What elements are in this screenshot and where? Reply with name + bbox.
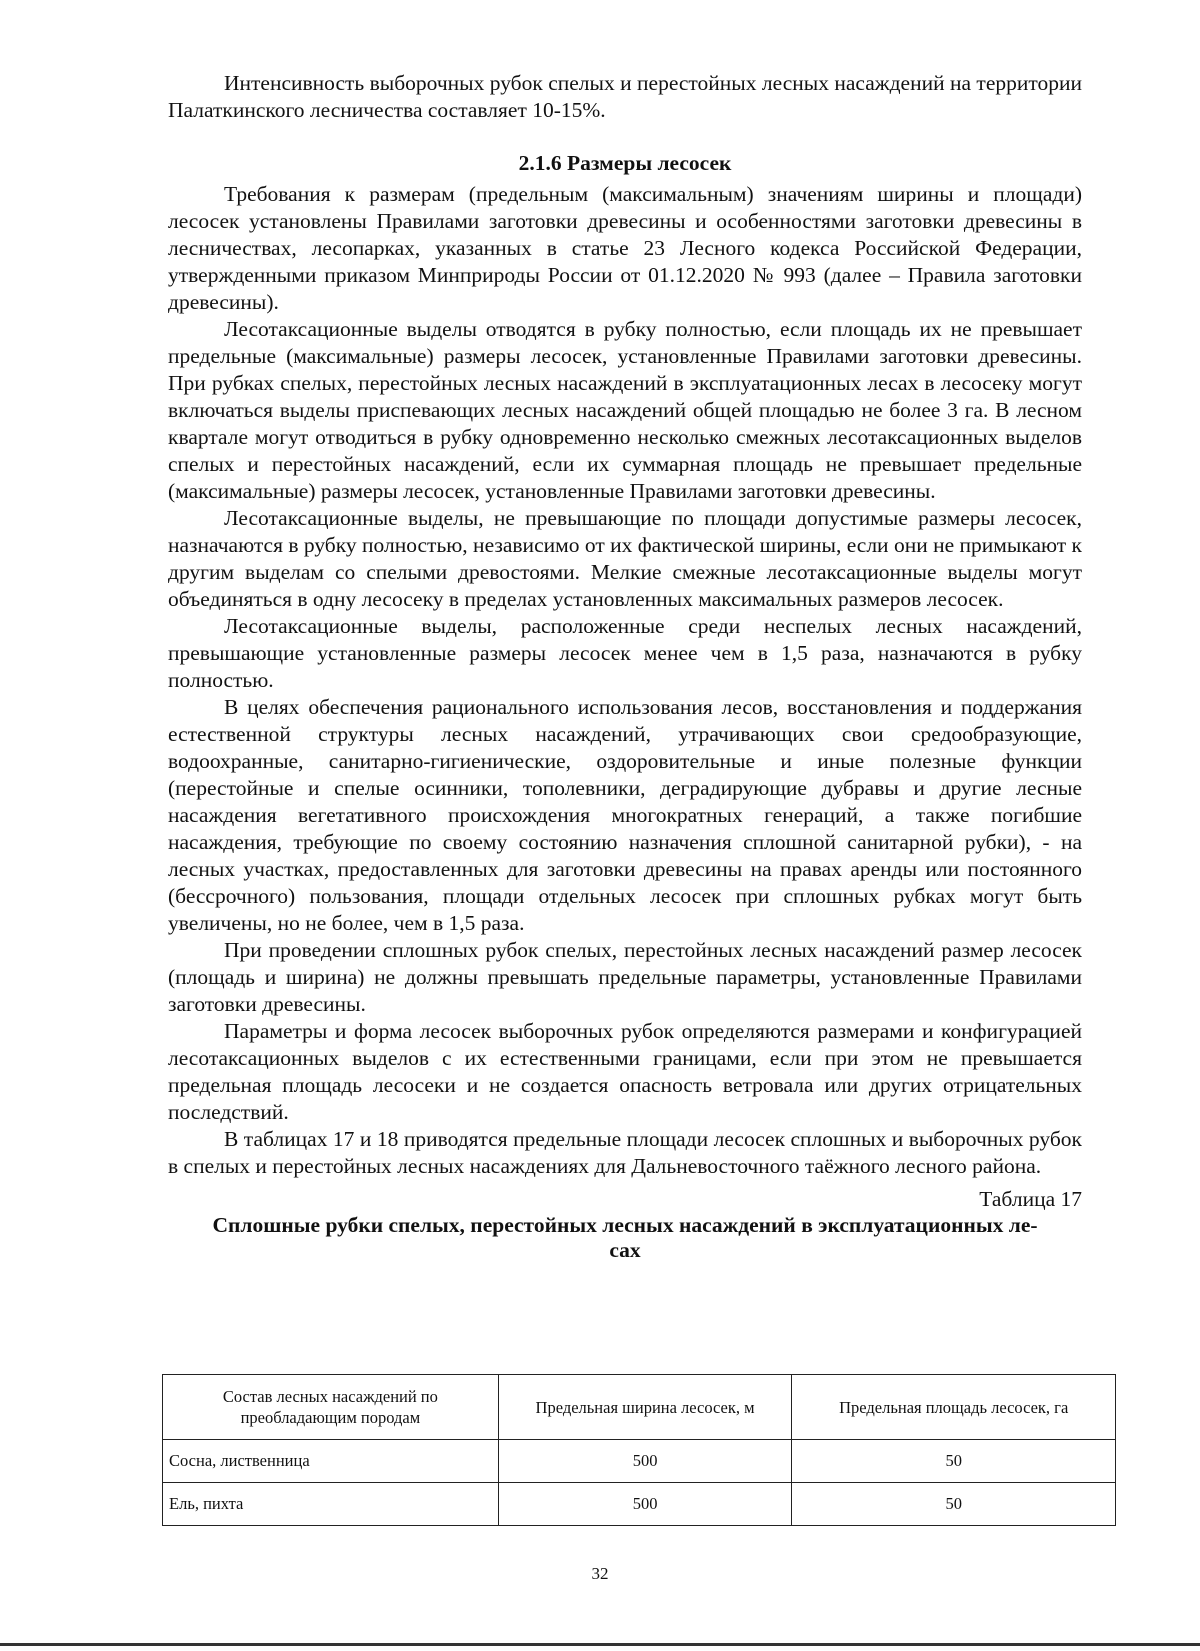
column-header-area: Предельная площадь лесосек, га	[792, 1375, 1116, 1440]
paragraph: Требования к размерам (предельным (максимальным) значениям ширины и площади) лесосек установлены Правилами заготовки древесины и особенностями заготовки древесины в лесничествах, лесопарках, указанных в статье 23 Лесного кодекса Российской Федерации, утвержденными приказом Минприроды России от 01.12.2020 № 993 (далее – Правила заготовки древесины).	[168, 182, 1082, 314]
paragraph: При проведении сплошных рубок спелых, перестойных лесных насаждений размер лесосек (площадь и ширина) не должны превышать предельные параметры, установленные Правилами заготовки древесины.	[168, 938, 1082, 1016]
table-cell-width: 500	[498, 1483, 792, 1526]
table-cell-area: 50	[792, 1483, 1116, 1526]
table-title	[168, 1213, 1082, 1263]
paragraph: Лесотаксационные выделы, не превышающие по площади допустимые размеры лесосек, назначаются в рубку полностью, независимо от их фактической ширины, если они не примыкают к другим выделам со спелыми древостоями. Мелкие смежные лесотаксационные выделы могут объединяться в одну лесосеку в пределах установленных максимальных размеров лесосек.	[168, 506, 1082, 611]
table-cell-species: Ель, пихта	[163, 1483, 499, 1526]
table-cell-area: 50	[792, 1440, 1116, 1483]
paragraph: В таблицах 17 и 18 приводятся предельные площади лесосек сплошных и выборочных рубок в спелых и перестойных лесных насаждениях для Дальневосточного таёжного лесного района.	[168, 1127, 1082, 1178]
section-heading: 2.1.6 Размеры лесосек	[518, 151, 732, 175]
table-cell-species: Сосна, лиственница	[163, 1440, 499, 1483]
table-header-row	[163, 1375, 1116, 1440]
column-header-width: Предельная ширина лесосек, м	[498, 1375, 792, 1440]
table-title-line2: сах	[609, 1238, 641, 1262]
table-title-line1: Сплошные рубки спелых, перестойных лесных насаждений в эксплуатационных ле-	[212, 1213, 1038, 1237]
paragraph: Лесотаксационные выделы отводятся в рубку полностью, если площадь их не превышает предельные (максимальные) размеры лесосек, установленные Правилами заготовки древесины. При рубках спелых, перестойных лесных насаждений в эксплуатационных лесах в лесосеку могут включаться выделы приспевающих лесных насаждений общей площадью не более 3 га. В лесном квартале могут отводиться в рубку одновременно несколько смежных лесотаксационных выделов спелых и перестойных насаждений, если их суммарная площадь не превышает предельные (максимальные) размеры лесосек, установленные Правилами заготовки древесины.	[168, 317, 1082, 503]
page-number: 32	[591, 1564, 609, 1583]
table-row	[163, 1483, 1116, 1526]
column-header-composition: Состав лесных насаждений по преобладающим породам	[163, 1375, 499, 1440]
cutting-limits-table	[162, 1374, 1116, 1526]
paragraph: Параметры и форма лесосек выборочных рубок определяются размерами и конфигурацией лесотаксационных выделов с их естественными границами, если при этом не превышается предельная площадь лесосеки и не создается опасность ветровала или других отрицательных последствий.	[168, 1019, 1082, 1124]
paragraph: В целях обеспечения рационального использования лесов, восстановления и поддержания естественной структуры лесных насаждений, утрачивающих свои средообразующие, водоохранные, санитарно-гигиенические, оздоровительные и иные полезные функции (перестойные и спелые осинники, тополевники, деградирующие дубравы и другие лесные насаждения вегетативного происхождения многократных генераций, а также погибшие насаждения, требующие по своему состоянию назначения сплошной санитарной рубки), - на лесных участках, предоставленных для заготовки древесины на правах аренды или постоянного (бессрочного) пользования, площади отдельных лесосек при сплошных рубках могут быть увеличены, но не более, чем в 1,5 раза.	[168, 695, 1082, 935]
document-body	[168, 70, 1082, 1263]
paragraph: Лесотаксационные выделы, расположенные среди неспелых лесных насаждений, превышающие установленные размеры лесосек менее чем в 1,5 раза, назначаются в рубку полностью.	[168, 614, 1082, 692]
bottom-rule	[0, 1643, 1200, 1646]
table-cell-width: 500	[498, 1440, 792, 1483]
intro-paragraph: Интенсивность выборочных рубок спелых и перестойных лесных насаждений на территории Палаткинского лесничества составляет 10-15%.	[168, 71, 1082, 122]
table-number: Таблица 17	[979, 1187, 1082, 1211]
table-row	[163, 1440, 1116, 1483]
